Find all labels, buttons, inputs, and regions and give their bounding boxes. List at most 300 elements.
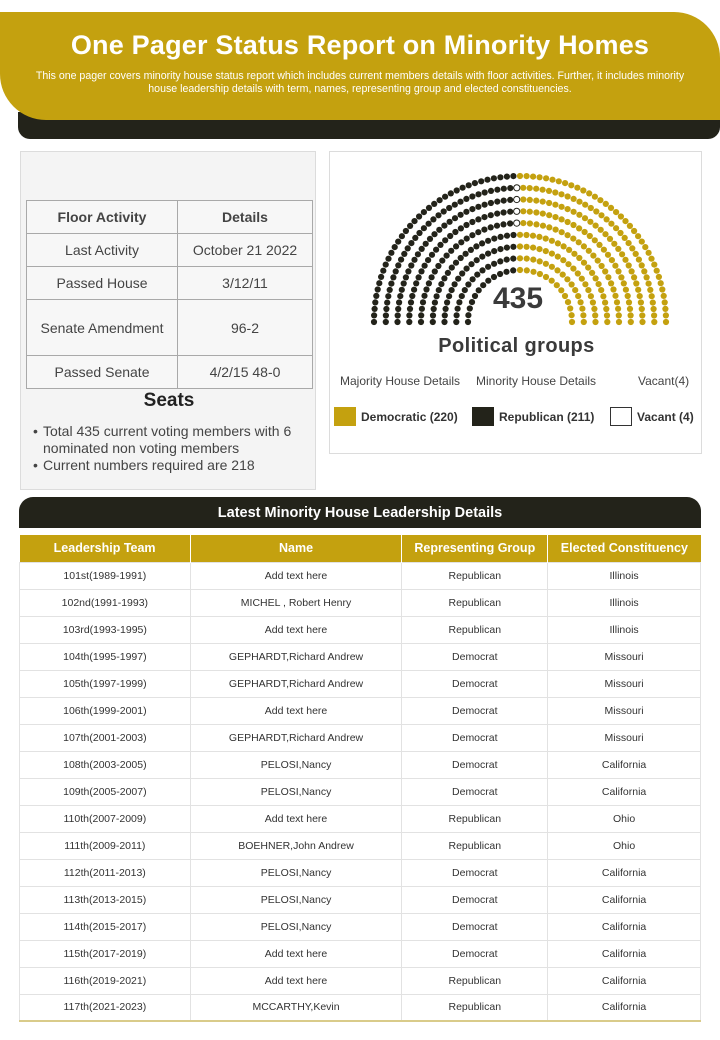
seat-republican (383, 319, 389, 325)
seat-democratic (627, 223, 633, 229)
seat-democratic (609, 257, 615, 263)
leadership-team-cell: 101st(1989-1991) (20, 562, 191, 589)
seat-democratic (629, 268, 635, 274)
seat-republican (453, 319, 459, 325)
seat-democratic (663, 319, 669, 325)
detail-cell: 96-2 (178, 300, 313, 356)
seat-democratic (618, 274, 624, 280)
leadership-team-cell: 106th(1999-2001) (20, 697, 191, 724)
seat-republican (504, 257, 510, 263)
seat-democratic (595, 258, 601, 264)
leadership-team-cell: 114th(2015-2017) (20, 913, 191, 940)
seat-democratic (582, 215, 588, 221)
seat-democratic (604, 319, 610, 325)
seat-republican (491, 274, 497, 280)
seat-republican (503, 269, 509, 275)
seat-republican (394, 319, 400, 325)
elected-constituency-cell: California (548, 886, 701, 913)
seat-republican (405, 245, 411, 251)
floor-activity-panel (20, 151, 316, 490)
seat-democratic (576, 212, 582, 218)
seat-democratic (565, 219, 571, 225)
seat-democratic (527, 220, 533, 226)
seat-democratic (530, 245, 536, 251)
seat-republican (425, 257, 431, 263)
majority-house-label: Majority House Details (340, 374, 461, 388)
activity-cell: Passed Senate (27, 356, 178, 389)
seat-democratic (599, 263, 605, 269)
seat-democratic (546, 188, 552, 194)
seat-democratic (615, 268, 621, 274)
seat-republican (463, 222, 469, 228)
seat-republican (441, 275, 447, 281)
seat-democratic (552, 214, 558, 220)
seat-democratic (576, 199, 582, 205)
seat-democratic (560, 257, 566, 263)
seat-republican (418, 268, 424, 274)
seat-democratic (554, 267, 560, 273)
seat-republican (469, 193, 475, 199)
leadership-team-cell: 109th(2005-2007) (20, 778, 191, 805)
name-cell: Add text here (190, 616, 402, 643)
seat-democratic (651, 262, 657, 268)
seat-democratic (626, 240, 632, 246)
seat-vacant (514, 208, 520, 214)
seat-republican (415, 251, 421, 257)
seat-republican (491, 236, 497, 242)
seat-democratic (520, 220, 526, 226)
representing-group-cell: Republican (402, 967, 548, 994)
seat-republican (494, 211, 500, 217)
seat-democratic (565, 206, 571, 212)
seat-democratic (559, 229, 565, 235)
seat-republican (446, 205, 452, 211)
seat-democratic (565, 193, 571, 199)
table-row (20, 940, 701, 967)
seat-democratic (613, 225, 619, 231)
seat-democratic (552, 202, 558, 208)
seat-democratic (617, 230, 623, 236)
leadership-team-cell: 112th(2011-2013) (20, 859, 191, 886)
seat-republican (441, 319, 447, 325)
seat-republican (447, 233, 453, 239)
table-row (27, 300, 313, 356)
table-row (20, 778, 701, 805)
seat-democratic (631, 274, 637, 280)
representing-group-cell: Democrat (402, 859, 548, 886)
elected-constituency-cell: Ohio (548, 832, 701, 859)
seat-republican (504, 174, 510, 180)
seat-republican (500, 221, 506, 227)
table-row (20, 967, 701, 994)
seat-democratic (597, 197, 603, 203)
seat-republican (395, 262, 401, 268)
seat-democratic (639, 319, 645, 325)
leadership-table (19, 535, 701, 1022)
name-cell: BOEHNER,John Andrew (190, 832, 402, 859)
seat-republican (507, 220, 513, 226)
seat-republican (497, 271, 503, 277)
seat-democratic (536, 246, 542, 252)
seat-republican (454, 187, 460, 193)
name-header: Name (190, 535, 402, 562)
seat-republican (475, 204, 481, 210)
seat-democratic (607, 236, 613, 242)
representing-group-cell: Republican (402, 562, 548, 589)
seat-republican (488, 224, 494, 230)
table-row (27, 267, 313, 300)
seat-republican (437, 197, 443, 203)
seat-republican (431, 231, 437, 237)
seat-democratic (580, 187, 586, 193)
seat-democratic (569, 319, 575, 325)
seat-democratic (517, 243, 523, 249)
seat-democratic (598, 227, 604, 233)
seat-democratic (540, 211, 546, 217)
seat-republican (403, 274, 409, 280)
table-row (20, 805, 701, 832)
representing-group-cell: Republican (402, 616, 548, 643)
seat-republican (429, 274, 435, 280)
seat-republican (488, 200, 494, 206)
seat-democratic (543, 248, 549, 254)
seat-republican (481, 227, 487, 233)
seat-republican (458, 255, 464, 261)
seat-republican (416, 230, 422, 236)
seat-democratic (648, 256, 654, 262)
seat-democratic (619, 251, 625, 257)
name-cell: PELOSI,Nancy (190, 751, 402, 778)
seat-republican (406, 319, 412, 325)
seat-republican (510, 232, 516, 238)
seat-vacant (514, 185, 520, 191)
seat-democratic (612, 263, 618, 269)
seat-democratic (608, 221, 614, 227)
table-row (20, 697, 701, 724)
seat-republican (501, 209, 507, 215)
seat-democratic (581, 260, 587, 266)
seat-republican (407, 223, 413, 229)
leadership-team-cell: 102nd(1991-1993) (20, 589, 191, 616)
seat-republican (426, 205, 432, 211)
seat-democratic (570, 236, 576, 242)
header-banner (0, 12, 720, 120)
seat-republican (449, 265, 455, 271)
leadership-team-cell: 113th(2013-2015) (20, 886, 191, 913)
seat-democratic (546, 212, 552, 218)
seat-republican (433, 247, 439, 253)
seat-democratic (527, 197, 533, 203)
seat-republican (442, 237, 448, 243)
seat-republican (510, 267, 516, 273)
representing-group-cell: Republican (402, 805, 548, 832)
seat-democratic (556, 178, 562, 184)
seat-republican (463, 196, 469, 202)
seat-democratic (546, 224, 552, 230)
seat-republican (464, 236, 470, 242)
elected-constituency-cell: Illinois (548, 589, 701, 616)
seats-list (33, 423, 313, 474)
seat-democratic (582, 229, 588, 235)
detail-cell: October 21 2022 (178, 234, 313, 267)
table-row (20, 562, 701, 589)
seat-democratic (527, 209, 533, 215)
seat-democratic (537, 174, 543, 180)
seat-republican (497, 258, 503, 264)
seat-republican (510, 244, 516, 250)
seat-republican (464, 266, 470, 272)
seat-republican (485, 251, 491, 257)
seat-democratic (646, 250, 652, 256)
seat-democratic (543, 236, 549, 242)
activity-cell: Last Activity (27, 234, 178, 267)
seat-republican (435, 212, 441, 218)
name-cell: MCCARTHY,Kevin (190, 994, 402, 1021)
seat-republican (427, 236, 433, 242)
seat-republican (436, 227, 442, 233)
leadership-team-header: Leadership Team (20, 535, 191, 562)
elected-constituency-cell: California (548, 994, 701, 1021)
seat-republican (473, 243, 479, 249)
seat-democratic (517, 267, 523, 273)
seat-democratic (593, 223, 599, 229)
seat-republican (453, 243, 459, 249)
seat-democratic (549, 177, 555, 183)
seat-republican (429, 252, 435, 258)
seat-democratic (520, 185, 526, 191)
seat-republican (485, 238, 491, 244)
seat-republican (432, 268, 438, 274)
seat-democratic (555, 240, 561, 246)
legend-republican (472, 407, 594, 426)
seat-democratic (530, 257, 536, 263)
seat-democratic (566, 247, 572, 253)
seat-democratic (601, 247, 607, 253)
seat-republican (421, 225, 427, 231)
vacant-label: Vacant(4) (638, 374, 690, 388)
seat-republican (452, 215, 458, 221)
seat-democratic (524, 256, 530, 262)
seat-democratic (571, 251, 577, 257)
seat-democratic (527, 185, 533, 191)
seat-republican (474, 272, 480, 278)
seat-republican (466, 182, 472, 188)
seat-democratic (579, 276, 585, 282)
seat-republican (411, 257, 417, 263)
seat-democratic (642, 244, 648, 250)
seat-democratic (530, 269, 536, 275)
seat-republican (463, 251, 469, 257)
seat-republican (378, 274, 384, 280)
elected-constituency-cell: California (548, 778, 701, 805)
legend-democratic (334, 407, 458, 426)
seat-republican (484, 177, 490, 183)
seat-democratic (540, 199, 546, 205)
elected-constituency-cell: Illinois (548, 562, 701, 589)
detail-cell: 3/12/11 (178, 267, 313, 300)
seat-democratic (575, 270, 581, 276)
seat-democratic (639, 239, 645, 245)
seat-republican (460, 185, 466, 191)
name-cell: Add text here (190, 940, 402, 967)
representing-group-cell: Democrat (402, 697, 548, 724)
table-row (27, 356, 313, 389)
seat-democratic (543, 261, 549, 267)
democratic-swatch (334, 407, 356, 426)
seat-democratic (524, 173, 530, 179)
seat-democratic (626, 262, 632, 268)
seat-democratic (562, 180, 568, 186)
seat-democratic (592, 237, 598, 243)
seat-democratic (540, 187, 546, 193)
seat-republican (441, 223, 447, 229)
seat-republican (430, 319, 436, 325)
seat-democratic (654, 268, 660, 274)
seat-republican (491, 248, 497, 254)
details-header: Details (178, 201, 313, 234)
elected-constituency-cell: California (548, 751, 701, 778)
seat-democratic (533, 209, 539, 215)
seat-democratic (589, 270, 595, 276)
leadership-team-cell: 104th(1995-1997) (20, 643, 191, 670)
seat-republican (472, 180, 478, 186)
list-item: • Total 435 current voting members with 6 nominated non voting members (33, 423, 313, 457)
seat-democratic (559, 216, 565, 222)
leadership-team-cell: 111th(2009-2011) (20, 832, 191, 859)
name-cell: Add text here (190, 562, 402, 589)
vacant-swatch (610, 407, 632, 426)
seat-republican (453, 260, 459, 266)
seat-democratic (581, 243, 587, 249)
seat-republican (419, 246, 425, 252)
total-seats-count: 435 (493, 282, 544, 315)
representing-group-cell: Republican (402, 589, 548, 616)
seat-republican (455, 276, 461, 282)
seat-republican (445, 270, 451, 276)
seat-democratic (592, 194, 598, 200)
seat-democratic (622, 235, 628, 241)
seat-democratic (602, 231, 608, 237)
seat-democratic (537, 271, 543, 277)
page-subtitle: This one pager covers minority house status report which includes current members details with floor activities. Further, it includes minority house leadership details with term, names, representing group and elected constituencies. (35, 70, 685, 95)
seats-title: Seats (143, 390, 195, 411)
seat-republican (430, 216, 436, 222)
seat-republican (469, 219, 475, 225)
seat-democratic (618, 213, 624, 219)
name-cell: PELOSI,Nancy (190, 859, 402, 886)
table-row (20, 751, 701, 778)
leadership-team-cell: 115th(2017-2019) (20, 940, 191, 967)
seat-republican (463, 209, 469, 215)
seat-republican (392, 244, 398, 250)
seat-republican (412, 235, 418, 241)
seat-republican (398, 257, 404, 263)
legend-democratic-label: Democratic (220) (361, 409, 458, 424)
seat-democratic (570, 222, 576, 228)
seat-republican (494, 187, 500, 193)
seat-democratic (552, 189, 558, 195)
list-item: • Current numbers required are 218 (33, 457, 313, 474)
seat-democratic (644, 274, 650, 280)
representing-group-cell: Democrat (402, 913, 548, 940)
name-cell: Add text here (190, 697, 402, 724)
seat-democratic (603, 201, 609, 207)
seat-democratic (533, 186, 539, 192)
seat-democratic (633, 251, 639, 257)
seat-democratic (523, 232, 529, 238)
seat-republican (421, 209, 427, 215)
seat-republican (504, 233, 510, 239)
seat-democratic (524, 244, 530, 250)
activity-cell: Senate Amendment (27, 300, 178, 356)
seat-democratic (602, 268, 608, 274)
table-row (20, 886, 701, 913)
seat-republican (452, 229, 458, 235)
seat-republican (431, 201, 437, 207)
seat-republican (491, 175, 497, 181)
representing-group-cell: Democrat (402, 940, 548, 967)
table-row (20, 616, 701, 643)
seat-democratic (639, 262, 645, 268)
seat-republican (388, 250, 394, 256)
seat-republican (479, 240, 485, 246)
leadership-team-cell: 108th(2003-2005) (20, 751, 191, 778)
name-cell: Add text here (190, 805, 402, 832)
seat-democratic (641, 268, 647, 274)
seat-republican (481, 214, 487, 220)
seat-democratic (596, 242, 602, 248)
seat-democratic (576, 239, 582, 245)
detail-cell: 4/2/15 48-0 (178, 356, 313, 389)
seat-democratic (520, 208, 526, 214)
seat-democratic (536, 234, 542, 240)
seat-democratic (570, 266, 576, 272)
seat-democratic (585, 265, 591, 271)
seat-republican (491, 261, 497, 267)
leadership-team-cell: 107th(2001-2003) (20, 724, 191, 751)
elected-constituency-cell: Missouri (548, 724, 701, 751)
seat-democratic (568, 182, 574, 188)
seat-republican (422, 263, 428, 269)
seat-democratic (593, 275, 599, 281)
seat-democratic (628, 319, 634, 325)
seat-democratic (533, 221, 539, 227)
seat-republican (448, 190, 454, 196)
elected-constituency-cell: Missouri (548, 670, 701, 697)
elected-constituency-cell: California (548, 913, 701, 940)
minority-house-label: Minority House Details (476, 374, 597, 388)
seat-republican (485, 264, 491, 270)
seat-republican (510, 256, 516, 262)
leadership-team-cell: 117th(2021-2023) (20, 994, 191, 1021)
seat-republican (478, 178, 484, 184)
activity-cell: Passed House (27, 267, 178, 300)
seat-democratic (622, 218, 628, 224)
seat-democratic (587, 219, 593, 225)
seat-republican (395, 239, 401, 245)
seat-republican (465, 319, 471, 325)
legend-vacant-label: Vacant (4) (637, 409, 694, 424)
seat-democratic (622, 257, 628, 263)
seat-republican (469, 206, 475, 212)
table-row (20, 724, 701, 751)
seat-democratic (629, 245, 635, 251)
seat-republican (475, 191, 481, 197)
seat-democratic (517, 255, 523, 261)
seat-democratic (586, 190, 592, 196)
seat-republican (459, 270, 465, 276)
seat-democratic (576, 255, 582, 261)
